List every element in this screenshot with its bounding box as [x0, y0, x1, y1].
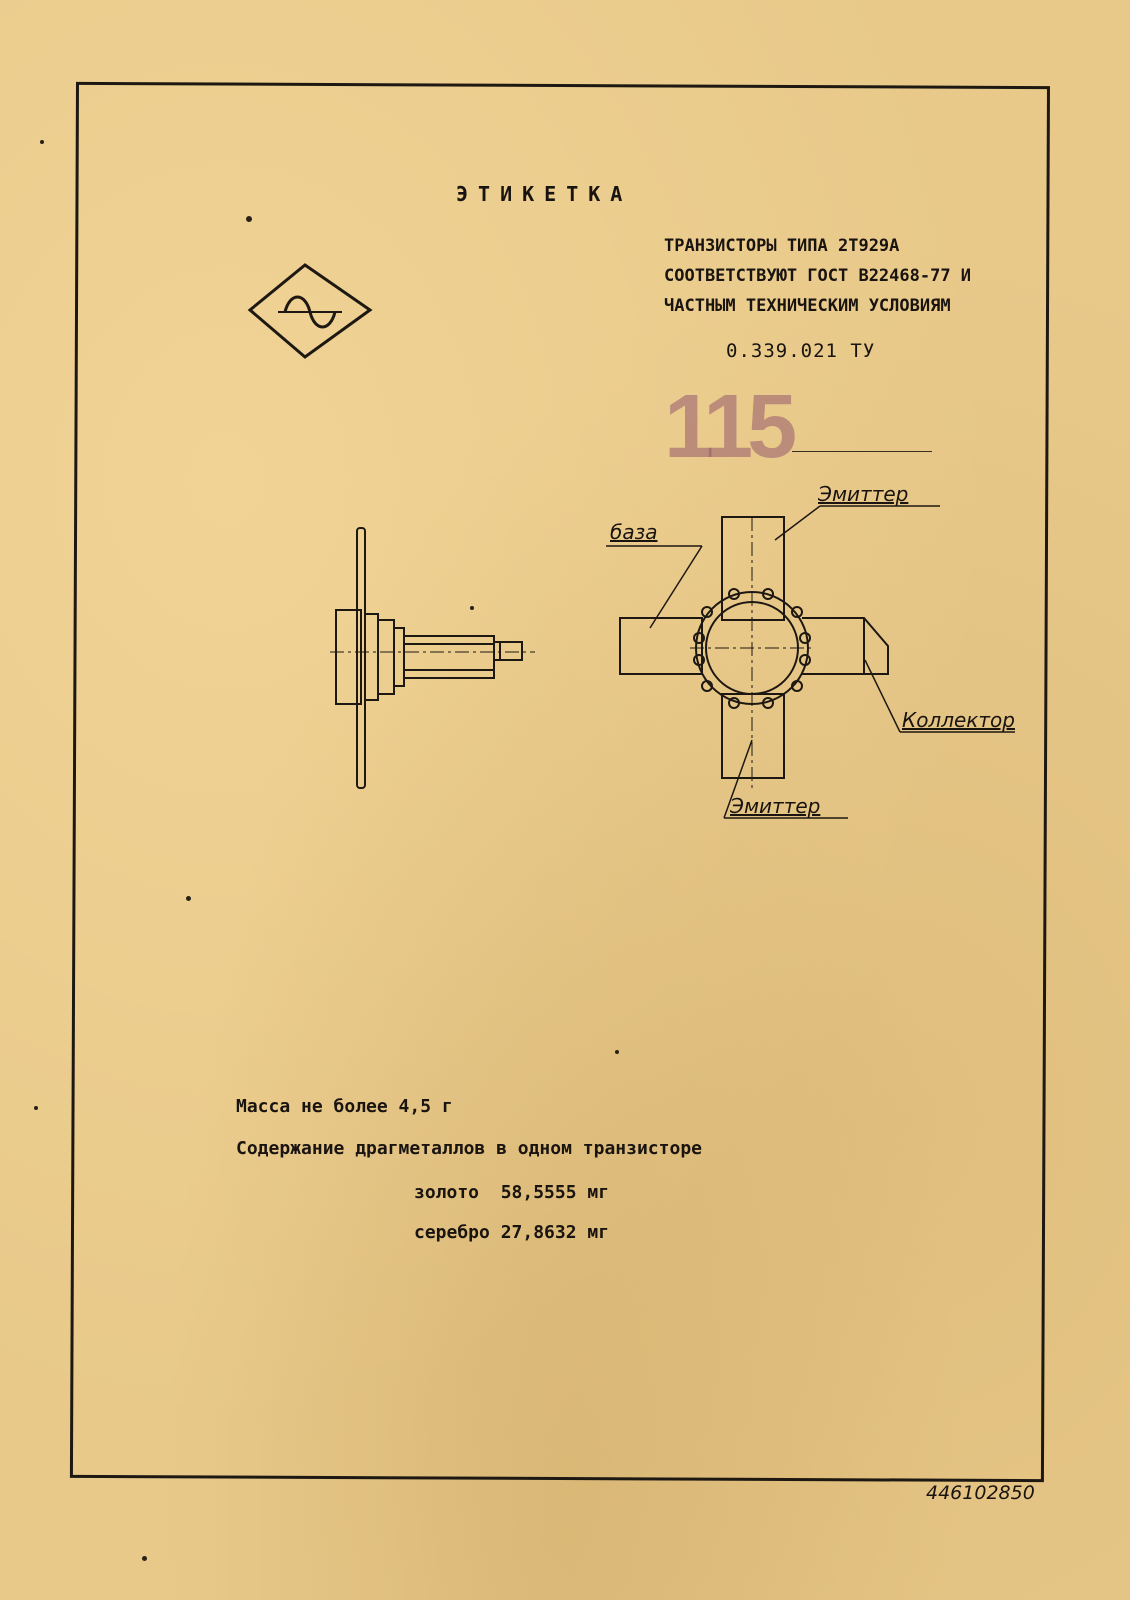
transistor-top-view: [606, 506, 1015, 818]
quality-mark-diamond-icon: [250, 265, 370, 357]
scan-speck: [40, 140, 44, 144]
gold-content: золото 58,5555 мг: [414, 1182, 610, 1203]
inspection-stamp: 115: [664, 377, 792, 477]
label-emitter-bottom: Эмиттер: [730, 794, 821, 818]
label-collector: Коллектор: [902, 708, 1015, 732]
scan-speck: [186, 896, 191, 901]
scan-speck: [34, 1106, 38, 1110]
label-base: база: [610, 520, 658, 544]
document-title: ЭТИКЕТКА: [456, 182, 633, 206]
precious-metals-heading: Содержание драгметаллов в одном транзисторе: [236, 1138, 702, 1159]
spec-line-gost: СООТВЕТСТВУЮТ ГОСТ В22468-77 И: [664, 266, 972, 286]
transistor-side-view: [330, 528, 535, 788]
scan-speck: [246, 216, 252, 222]
silver-content: серебро 27,8632 мг: [414, 1222, 610, 1243]
scan-speck: [142, 1556, 147, 1561]
spec-line-type: ТРАНЗИСТОРЫ ТИПА 2Т929А: [664, 236, 900, 256]
document-number: 446102850: [926, 1482, 1035, 1504]
spec-line-conditions: ЧАСТНЫМ ТЕХНИЧЕСКИМ УСЛОВИЯМ: [664, 296, 951, 316]
scan-speck: [470, 606, 474, 610]
spec-line-tu-number: 0.339.021 ТУ: [726, 340, 876, 362]
mass-limit: Масса не более 4,5 г: [236, 1096, 453, 1117]
scan-speck: [615, 1050, 619, 1054]
label-emitter-top: Эмиттер: [818, 482, 909, 506]
